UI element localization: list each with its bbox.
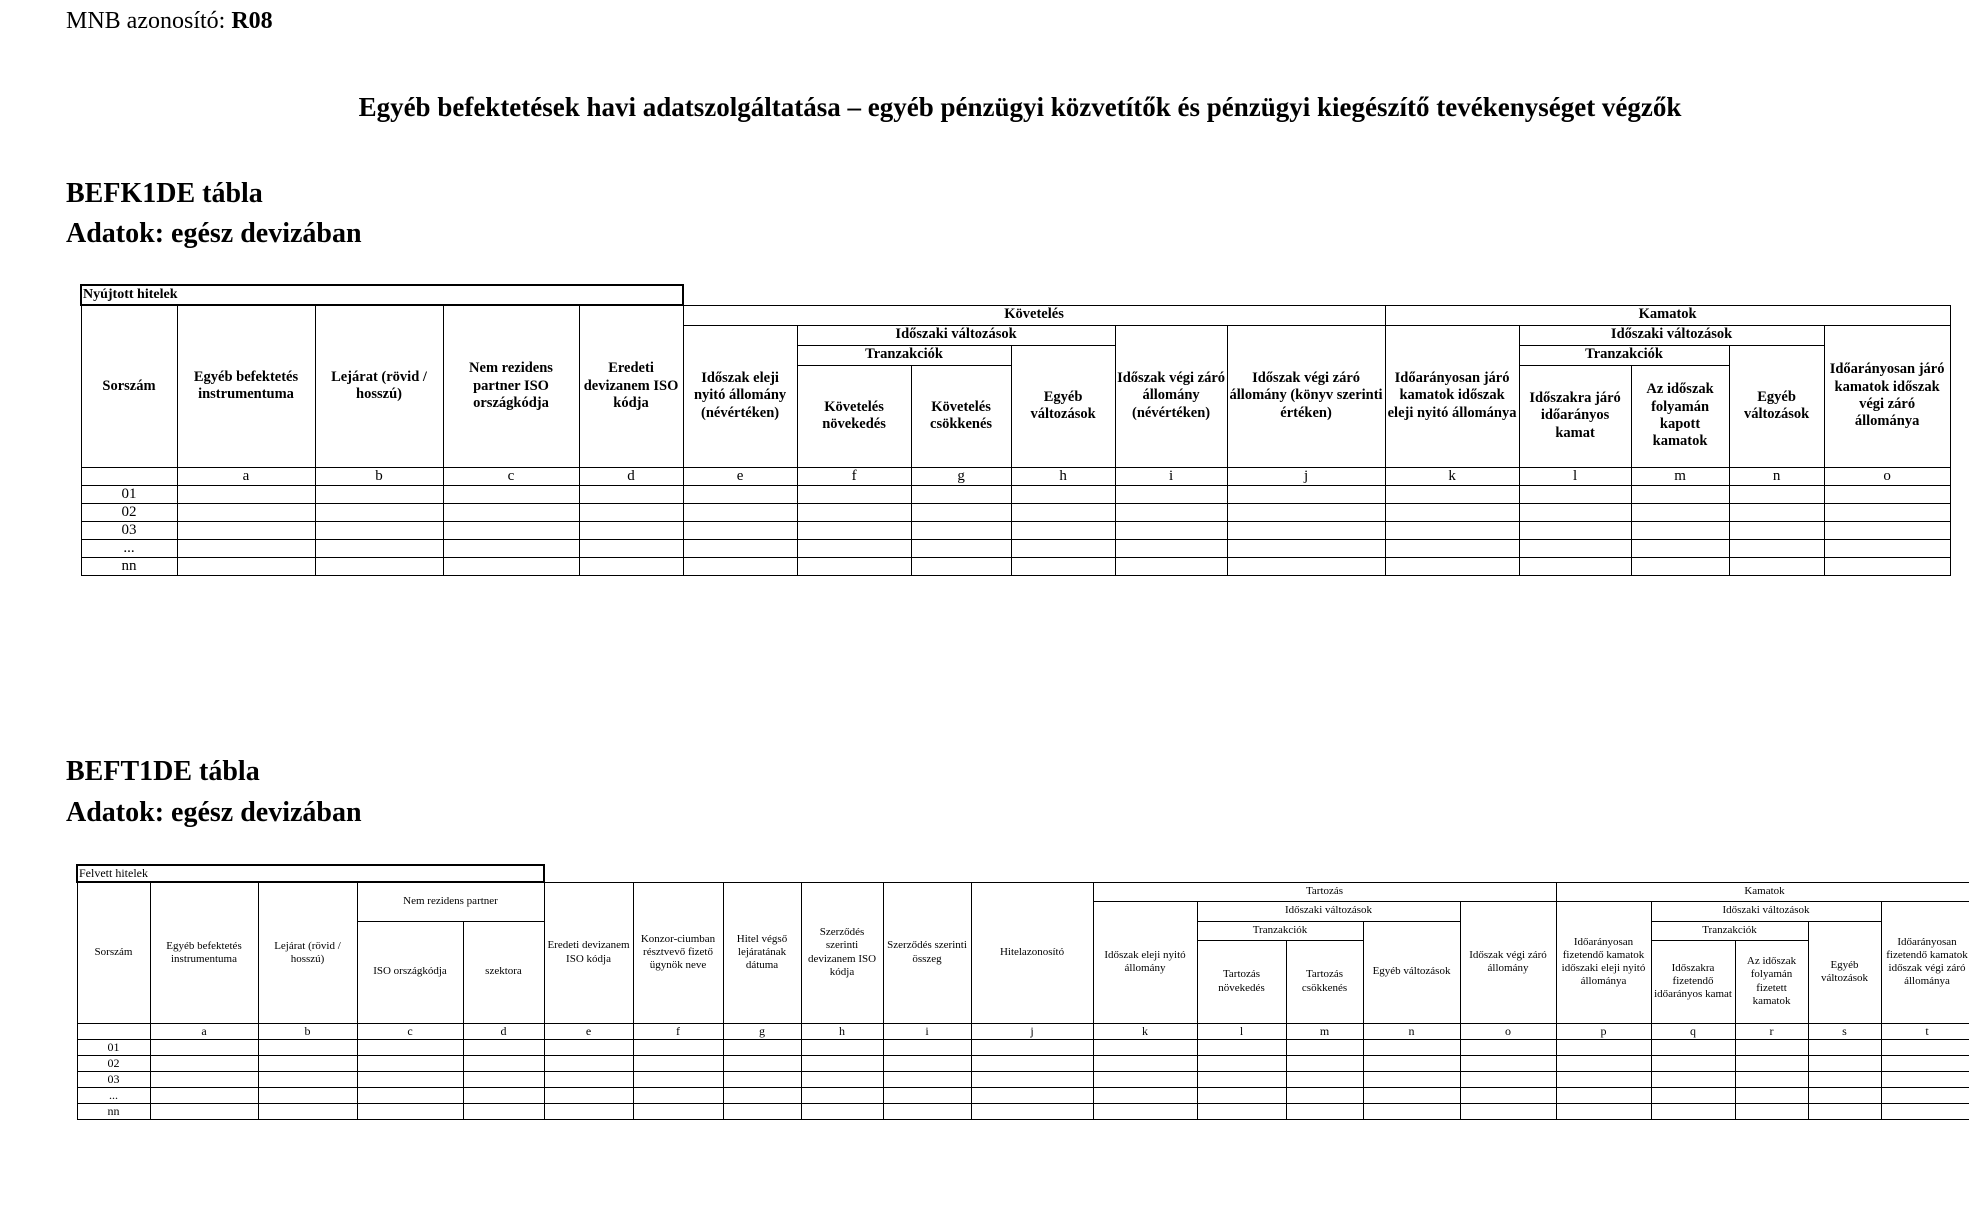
data-cell[interactable] <box>1808 1071 1881 1087</box>
letter-cell: h <box>801 1023 883 1039</box>
letter-cell: l <box>1519 467 1631 485</box>
data-cell[interactable] <box>1385 557 1519 575</box>
data-cell[interactable] <box>683 539 797 557</box>
data-cell[interactable] <box>1881 1039 1969 1055</box>
data-cell[interactable] <box>1556 1039 1651 1055</box>
data-cell[interactable] <box>1115 485 1227 503</box>
col-e: Időszak eleji nyitó állomány (névértéken) <box>683 325 797 467</box>
col2-n: Egyéb változások <box>1363 921 1460 1023</box>
data-cell[interactable] <box>258 1055 357 1071</box>
data-cell[interactable] <box>1808 1039 1881 1055</box>
data-cell[interactable] <box>1881 1103 1969 1119</box>
group-partner: Nem rezidens partner <box>357 882 544 921</box>
data-cell[interactable] <box>1011 539 1115 557</box>
data-cell[interactable] <box>971 1039 1093 1055</box>
col-i: Időszak végi záró állomány (névértéken) <box>1115 325 1227 467</box>
data-cell[interactable] <box>723 1055 801 1071</box>
data-cell[interactable] <box>315 521 443 539</box>
data-cell[interactable] <box>797 485 911 503</box>
data-cell[interactable] <box>177 539 315 557</box>
data-cell[interactable] <box>579 485 683 503</box>
letter-cell: n <box>1363 1023 1460 1039</box>
letter-cell: g <box>911 467 1011 485</box>
data-cell[interactable] <box>1385 503 1519 521</box>
col2-m: Tartozás csökkenés <box>1286 940 1363 1023</box>
col-d: Eredeti devizanem ISO kódja <box>579 305 683 467</box>
letter-cell: l <box>1197 1023 1286 1039</box>
data-cell[interactable] <box>1735 1087 1808 1103</box>
row-number: nn <box>81 557 177 575</box>
col-m: Az időszak folyamán kapott kamatok <box>1631 365 1729 467</box>
data-cell[interactable] <box>1824 557 1950 575</box>
col-n: Egyéb változások <box>1729 345 1824 467</box>
data-cell[interactable] <box>1631 521 1729 539</box>
col2-t: Időarányosan fizetendő kamatok időszak végi záró állománya <box>1881 901 1969 1023</box>
data-cell[interactable] <box>723 1087 801 1103</box>
data-cell[interactable] <box>150 1039 258 1055</box>
col-b: Lejárat (rövid / hosszú) <box>315 305 443 467</box>
table-row <box>77 1039 1969 1055</box>
data-cell[interactable] <box>883 1055 971 1071</box>
data-cell[interactable] <box>544 1071 633 1087</box>
sub2-idoszaki-2: Időszaki változások <box>1651 901 1881 921</box>
col2-j: Hitelazonosító <box>971 882 1093 1023</box>
letter-cell: j <box>1227 467 1385 485</box>
table-row <box>77 1071 1969 1087</box>
data-cell[interactable] <box>1735 1071 1808 1087</box>
data-cell[interactable] <box>1651 1103 1735 1119</box>
data-cell[interactable] <box>1808 1055 1881 1071</box>
letter-cell: j <box>971 1023 1093 1039</box>
letter-cell: o <box>1824 467 1950 485</box>
sub2-tranz-2: Tranzakciók <box>1651 921 1808 940</box>
table-row <box>81 539 1950 557</box>
mnb-code: R08 <box>231 8 273 34</box>
letter-cell: q <box>1651 1023 1735 1039</box>
data-cell[interactable] <box>1011 503 1115 521</box>
letter-cell: c <box>357 1023 463 1039</box>
data-cell[interactable] <box>1519 539 1631 557</box>
data-cell[interactable] <box>1631 485 1729 503</box>
data-cell[interactable] <box>883 1087 971 1103</box>
letter-cell: a <box>150 1023 258 1039</box>
data-cell[interactable] <box>883 1103 971 1119</box>
data-cell[interactable] <box>579 539 683 557</box>
data-cell[interactable] <box>633 1055 723 1071</box>
data-cell[interactable] <box>1011 557 1115 575</box>
data-cell[interactable] <box>911 557 1011 575</box>
table-row <box>77 1087 1969 1103</box>
sub-idoszaki-2: Időszaki változások <box>1519 325 1824 345</box>
letter-cell: m <box>1286 1023 1363 1039</box>
table-row <box>81 503 1950 521</box>
data-cell[interactable] <box>1824 503 1950 521</box>
data-cell[interactable] <box>633 1039 723 1055</box>
data-cell[interactable] <box>1881 1087 1969 1103</box>
col2-b: Lejárat (rövid / hosszú) <box>258 882 357 1023</box>
col-k: Időarányosan járó kamatok időszak eleji nyitó állománya <box>1385 325 1519 467</box>
data-cell[interactable] <box>633 1087 723 1103</box>
beft1de-table <box>76 864 1969 1120</box>
data-cell[interactable] <box>801 1039 883 1055</box>
data-cell[interactable] <box>911 521 1011 539</box>
letter-cell: r <box>1735 1023 1808 1039</box>
data-cell[interactable] <box>911 539 1011 557</box>
sub2-idoszaki: Időszaki változások <box>1197 901 1460 921</box>
table-row <box>77 1055 1969 1071</box>
table-row <box>77 1103 1969 1119</box>
data-cell[interactable] <box>315 539 443 557</box>
data-cell[interactable] <box>683 485 797 503</box>
letter-cell: d <box>463 1023 544 1039</box>
data-cell[interactable] <box>1824 539 1950 557</box>
data-cell[interactable] <box>1093 1055 1197 1071</box>
data-cell[interactable] <box>633 1071 723 1087</box>
data-cell[interactable] <box>1519 485 1631 503</box>
data-cell[interactable] <box>1881 1055 1969 1071</box>
col2-r: Az időszak folyamán fizetett kamatok <box>1735 940 1808 1023</box>
data-cell[interactable] <box>723 1071 801 1087</box>
data-cell[interactable] <box>1363 1087 1460 1103</box>
data-cell[interactable] <box>1197 1087 1286 1103</box>
letter-cell: n <box>1729 467 1824 485</box>
col-h: Egyéb változások <box>1011 345 1115 467</box>
row-number: 01 <box>81 485 177 503</box>
data-cell[interactable] <box>1115 557 1227 575</box>
data-cell[interactable] <box>315 485 443 503</box>
data-cell[interactable] <box>150 1071 258 1087</box>
letter-cell: e <box>544 1023 633 1039</box>
data-cell[interactable] <box>797 557 911 575</box>
data-cell[interactable] <box>683 503 797 521</box>
row-number: 03 <box>81 521 177 539</box>
data-cell[interactable] <box>463 1087 544 1103</box>
data-cell[interactable] <box>357 1071 463 1087</box>
data-cell[interactable] <box>1197 1039 1286 1055</box>
data-cell[interactable] <box>1729 539 1824 557</box>
col2-e: Eredeti devizanem ISO kódja <box>544 882 633 1023</box>
letter-cell: b <box>315 467 443 485</box>
col-o: Időarányosan járó kamatok időszak végi záró állománya <box>1824 325 1950 467</box>
col-f: Követelés növekedés <box>797 365 911 467</box>
data-cell[interactable] <box>1363 1071 1460 1087</box>
col-j: Időszak végi záró állomány (könyv szerinti értéken) <box>1227 325 1385 467</box>
col2-a: Egyéb befektetés instrumentuma <box>150 882 258 1023</box>
data-cell[interactable] <box>1735 1103 1808 1119</box>
data-cell[interactable] <box>723 1103 801 1119</box>
letter-cell: t <box>1881 1023 1969 1039</box>
table1-subtitle: Adatok: egész devizában <box>66 218 362 249</box>
table-row <box>81 557 1950 575</box>
letter-cell: g <box>723 1023 801 1039</box>
data-cell[interactable] <box>579 521 683 539</box>
data-cell[interactable] <box>579 557 683 575</box>
data-cell[interactable] <box>258 1103 357 1119</box>
col-l: Időszakra járó időarányos kamat <box>1519 365 1631 467</box>
data-cell[interactable] <box>1197 1055 1286 1071</box>
data-cell[interactable] <box>1115 503 1227 521</box>
sub-tranz: Tranzakciók <box>797 345 1011 365</box>
data-cell[interactable] <box>463 1039 544 1055</box>
data-cell[interactable] <box>1011 485 1115 503</box>
data-cell[interactable] <box>357 1055 463 1071</box>
data-cell[interactable] <box>1115 539 1227 557</box>
letter-cell: p <box>1556 1023 1651 1039</box>
data-cell[interactable] <box>544 1039 633 1055</box>
row-number: 03 <box>77 1071 150 1087</box>
data-cell[interactable] <box>1286 1055 1363 1071</box>
data-cell[interactable] <box>1556 1055 1651 1071</box>
col2-o: Időszak végi záró állomány <box>1460 901 1556 1023</box>
data-cell[interactable] <box>1556 1071 1651 1087</box>
data-cell[interactable] <box>1556 1087 1651 1103</box>
data-cell[interactable] <box>544 1055 633 1071</box>
data-cell[interactable] <box>971 1055 1093 1071</box>
letter-cell: c <box>443 467 579 485</box>
col2-s: Egyéb változások <box>1808 921 1881 1023</box>
data-cell[interactable] <box>1651 1039 1735 1055</box>
data-cell[interactable] <box>801 1055 883 1071</box>
letter-cell: b <box>258 1023 357 1039</box>
data-cell[interactable] <box>1286 1103 1363 1119</box>
data-cell[interactable] <box>1363 1039 1460 1055</box>
data-cell[interactable] <box>1729 521 1824 539</box>
data-cell[interactable] <box>1651 1055 1735 1071</box>
data-cell[interactable] <box>1197 1103 1286 1119</box>
data-cell[interactable] <box>1227 557 1385 575</box>
data-cell[interactable] <box>443 557 579 575</box>
col2-k: Időszak eleji nyitó állomány <box>1093 901 1197 1023</box>
letter-cell: o <box>1460 1023 1556 1039</box>
data-cell[interactable] <box>1735 1039 1808 1055</box>
section-label-nyujtott: Nyújtott hitelek <box>81 285 683 305</box>
data-cell[interactable] <box>443 485 579 503</box>
data-cell[interactable] <box>683 521 797 539</box>
data-cell[interactable] <box>1824 521 1950 539</box>
section-label-felvett: Felvett hitelek <box>77 865 544 882</box>
data-cell[interactable] <box>797 503 911 521</box>
col2-i: Szerződés szerinti összeg <box>883 882 971 1023</box>
data-cell[interactable] <box>1631 557 1729 575</box>
data-cell[interactable] <box>1286 1071 1363 1087</box>
data-cell[interactable] <box>443 503 579 521</box>
data-cell[interactable] <box>1011 521 1115 539</box>
letter-cell: a <box>177 467 315 485</box>
data-cell[interactable] <box>443 539 579 557</box>
data-cell[interactable] <box>1385 539 1519 557</box>
data-cell[interactable] <box>315 503 443 521</box>
table-row <box>81 521 1950 539</box>
data-cell[interactable] <box>1651 1087 1735 1103</box>
data-cell[interactable] <box>1286 1039 1363 1055</box>
data-cell[interactable] <box>883 1071 971 1087</box>
mnb-label: MNB azonosító: <box>66 8 226 34</box>
befk1de-table <box>80 284 1951 576</box>
data-cell[interactable] <box>1227 521 1385 539</box>
mnb-identifier <box>66 8 273 35</box>
group-kovetelés: Követelés <box>683 305 1385 325</box>
data-cell[interactable] <box>801 1071 883 1087</box>
col2-q: Időszakra fizetendő időarányos kamat <box>1651 940 1735 1023</box>
data-cell[interactable] <box>177 485 315 503</box>
data-cell[interactable] <box>150 1103 258 1119</box>
data-cell[interactable] <box>1824 485 1950 503</box>
data-cell[interactable] <box>1460 1071 1556 1087</box>
letters-row <box>81 467 1950 485</box>
data-cell[interactable] <box>1093 1039 1197 1055</box>
data-cell[interactable] <box>579 503 683 521</box>
data-cell[interactable] <box>1093 1071 1197 1087</box>
data-cell[interactable] <box>1460 1103 1556 1119</box>
data-cell[interactable] <box>463 1055 544 1071</box>
data-cell[interactable] <box>1519 521 1631 539</box>
data-cell[interactable] <box>971 1071 1093 1087</box>
data-cell[interactable] <box>357 1103 463 1119</box>
data-cell[interactable] <box>177 557 315 575</box>
data-cell[interactable] <box>1735 1055 1808 1071</box>
letter-cell: i <box>883 1023 971 1039</box>
data-cell[interactable] <box>1197 1071 1286 1087</box>
table-row <box>81 485 1950 503</box>
data-cell[interactable] <box>797 521 911 539</box>
data-cell[interactable] <box>1363 1055 1460 1071</box>
col-c: Nem rezidens partner ISO országkódja <box>443 305 579 467</box>
group-tartozas: Tartozás <box>1093 882 1556 901</box>
letter-cell: m <box>1631 467 1729 485</box>
data-cell[interactable] <box>1631 539 1729 557</box>
data-cell[interactable] <box>258 1039 357 1055</box>
data-cell[interactable] <box>1227 539 1385 557</box>
data-cell[interactable] <box>1631 503 1729 521</box>
col2-l: Tartozás növekedés <box>1197 940 1286 1023</box>
data-cell[interactable] <box>1363 1103 1460 1119</box>
data-cell[interactable] <box>683 557 797 575</box>
row-number: 02 <box>77 1055 150 1071</box>
data-cell[interactable] <box>1808 1087 1881 1103</box>
data-cell[interactable] <box>357 1087 463 1103</box>
col-g: Követelés csökkenés <box>911 365 1011 467</box>
data-cell[interactable] <box>1519 557 1631 575</box>
col-a: Egyéb befektetés instrumentuma <box>177 305 315 467</box>
data-cell[interactable] <box>1729 485 1824 503</box>
row-number: 01 <box>77 1039 150 1055</box>
row-number: nn <box>77 1103 150 1119</box>
col-sorszam: Sorszám <box>81 305 177 467</box>
col2-sorszam: Sorszám <box>77 882 150 1023</box>
letters-row-2 <box>77 1023 1969 1039</box>
data-cell[interactable] <box>463 1071 544 1087</box>
data-cell[interactable] <box>1729 557 1824 575</box>
data-cell[interactable] <box>315 557 443 575</box>
data-cell[interactable] <box>1227 485 1385 503</box>
data-cell[interactable] <box>1556 1103 1651 1119</box>
col2-p: Időarányosan fizetendő kamatok időszaki eleji nyitó állománya <box>1556 901 1651 1023</box>
letter-cell: f <box>797 467 911 485</box>
data-cell[interactable] <box>723 1039 801 1055</box>
data-cell[interactable] <box>1460 1087 1556 1103</box>
group-kamatok-2: Kamatok <box>1556 882 1969 901</box>
data-cell[interactable] <box>544 1087 633 1103</box>
col2-g: Hitel végső lejáratának dátuma <box>723 882 801 1023</box>
letter-cell: d <box>579 467 683 485</box>
data-cell[interactable] <box>883 1039 971 1055</box>
col2-f: Konzor-ciumban résztvevő fizető ügynök neve <box>633 882 723 1023</box>
sub-idoszaki: Időszaki változások <box>797 325 1115 345</box>
page-title: Egyéb befektetések havi adatszolgáltatása – egyéb pénzügyi közvetítők és pénzügyi kiegészítő tevékenységet végzők <box>358 92 1682 122</box>
data-cell[interactable] <box>1460 1055 1556 1071</box>
data-cell[interactable] <box>1460 1039 1556 1055</box>
data-cell[interactable] <box>633 1103 723 1119</box>
data-cell[interactable] <box>1385 521 1519 539</box>
data-cell[interactable] <box>544 1103 633 1119</box>
data-cell[interactable] <box>177 521 315 539</box>
data-cell[interactable] <box>463 1103 544 1119</box>
data-cell[interactable] <box>1093 1103 1197 1119</box>
table1-title: BEFK1DE tábla <box>66 178 263 209</box>
data-cell[interactable] <box>801 1103 883 1119</box>
letter-cell: h <box>1011 467 1115 485</box>
row-number: ... <box>81 539 177 557</box>
data-cell[interactable] <box>971 1103 1093 1119</box>
data-cell[interactable] <box>258 1087 357 1103</box>
data-cell[interactable] <box>1729 503 1824 521</box>
table2-title: BEFT1DE tábla <box>66 756 260 787</box>
data-cell[interactable] <box>1093 1087 1197 1103</box>
data-cell[interactable] <box>150 1055 258 1071</box>
data-cell[interactable] <box>1385 485 1519 503</box>
row-number: 02 <box>81 503 177 521</box>
col2-h: Szerződés szerinti devizanem ISO kódja <box>801 882 883 1023</box>
data-cell[interactable] <box>1651 1071 1735 1087</box>
sub2-tranz: Tranzakciók <box>1197 921 1363 940</box>
data-cell[interactable] <box>971 1087 1093 1103</box>
data-cell[interactable] <box>258 1071 357 1087</box>
letter-cell: f <box>633 1023 723 1039</box>
data-cell[interactable] <box>1881 1071 1969 1087</box>
data-cell[interactable] <box>911 503 1011 521</box>
col2-d: szektora <box>463 921 544 1023</box>
data-cell[interactable] <box>801 1087 883 1103</box>
letter-cell: i <box>1115 467 1227 485</box>
letter-cell: k <box>1093 1023 1197 1039</box>
row-number: ... <box>77 1087 150 1103</box>
data-cell[interactable] <box>797 539 911 557</box>
data-cell[interactable] <box>1808 1103 1881 1119</box>
data-cell[interactable] <box>1227 503 1385 521</box>
data-cell[interactable] <box>443 521 579 539</box>
data-cell[interactable] <box>150 1087 258 1103</box>
data-cell[interactable] <box>1519 503 1631 521</box>
data-cell[interactable] <box>177 503 315 521</box>
data-cell[interactable] <box>911 485 1011 503</box>
letter-cell: k <box>1385 467 1519 485</box>
letter-cell: s <box>1808 1023 1881 1039</box>
sub-tranz-2: Tranzakciók <box>1519 345 1729 365</box>
letter-cell: e <box>683 467 797 485</box>
data-cell[interactable] <box>357 1039 463 1055</box>
group-kamatok: Kamatok <box>1385 305 1950 325</box>
col2-c: ISO országkódja <box>357 921 463 1023</box>
data-cell[interactable] <box>1286 1087 1363 1103</box>
table2-subtitle: Adatok: egész devizában <box>66 797 362 828</box>
data-cell[interactable] <box>1115 521 1227 539</box>
